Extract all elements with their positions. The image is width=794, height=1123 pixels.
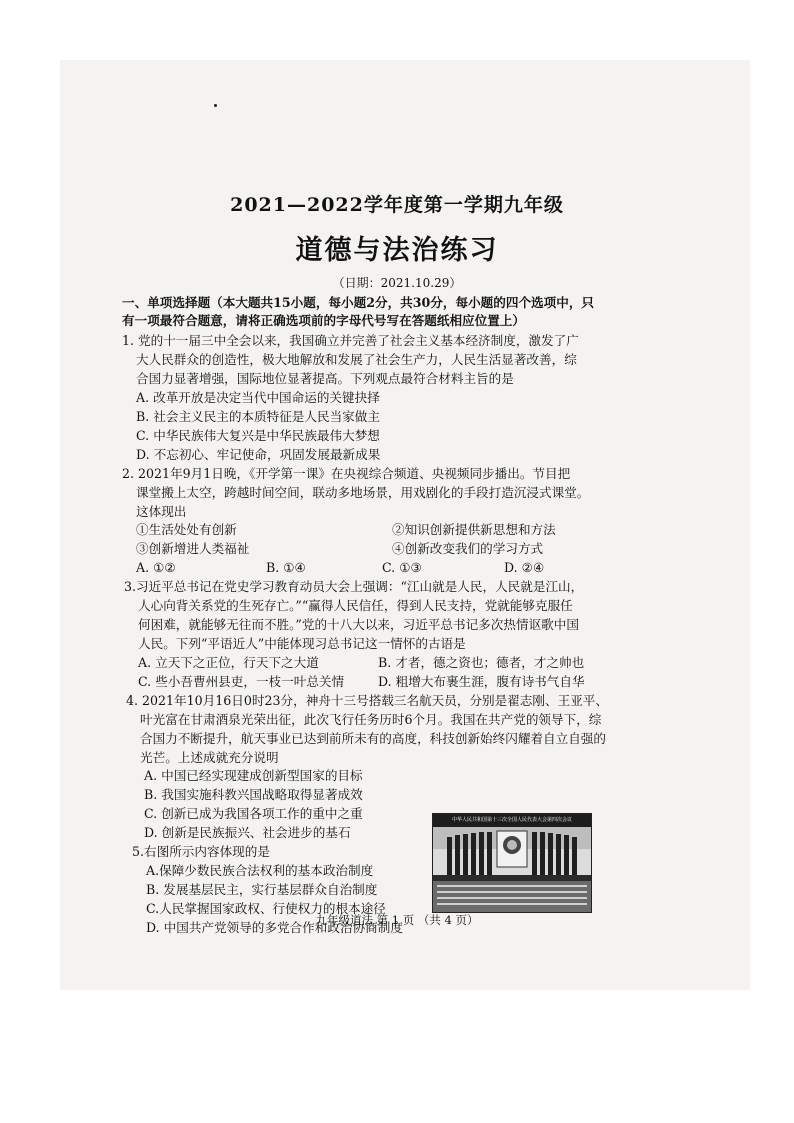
q2-stem-2: 课堂搬上太空，跨越时间空间，联动多地场景，用戏剧化的手段打造沉浸式课堂。 <box>136 485 590 500</box>
q1-stem-2: 大人民群众的创造性，极大地解放和发展了社会生产力，人民生活显著改善，综 <box>136 352 577 367</box>
q2-choice-a: A. ①② <box>136 560 176 575</box>
q1-option-a: A. 改革开放是决定当代中国命运的关键抉择 <box>136 390 380 405</box>
q4-stem-4: 光芒。上述成就充分说明 <box>140 750 279 765</box>
q4-option-b: B. 我国实施科教兴国战略取得显著成效 <box>144 787 363 802</box>
q3-stem-2: 人心向背关系党的生死存亡。”“赢得人民信任，得到人民支持，党就能够克服任 <box>138 598 573 613</box>
photo-banner: 中华人民共和国第十三次全国人民代表大会第四次会议 <box>433 814 591 827</box>
section-title: 一、单项选择题 <box>122 295 211 310</box>
q1-stem-1: 1. 党的十一届三中全会以来，我国确立并完善了社会主义基本经济制度，激发了广 <box>122 333 579 348</box>
q4-stem-3: 合国力不断提升，航天事业已达到前所未有的高度，科技创新始终闪耀着自立自强的 <box>140 731 606 746</box>
q2-item-1: ①生活处处有创新 <box>136 522 237 537</box>
q1-option-c: C. 中华民族伟大复兴是中华民族最伟大梦想 <box>136 428 380 443</box>
q4-stem-2: 叶光富在甘肃酒泉光荣出征，此次飞行任务历时6个月。我国在共产党的领导下，综 <box>140 712 602 727</box>
q1-stem-3: 合国力显著增强，国际地位显著提高。下列观点最符合材料主旨的是 <box>136 371 514 386</box>
q1-option-b: B. 社会主义民主的本质特征是人民当家做主 <box>136 409 380 424</box>
q3-stem-3: 何困难，就能够无往而不胜。”党的十八大以来，习近平总书记多次热情讴歌中国 <box>138 617 579 632</box>
q3-stem-4: 人民。下列“平语近人”中能体现习总书记这一情怀的古语是 <box>138 636 466 651</box>
q3-option-b: B. 才者，德之资也；德者，才之帅也 <box>378 655 585 670</box>
q2-stem-3: 这体现出 <box>136 504 187 519</box>
q3-option-c: C. 些小吾曹州县吏，一枝一叶总关情 <box>138 674 345 689</box>
page-footer: 九年级道法 第 1 页 （共 4 页） <box>315 913 479 927</box>
q4-option-a: A. 中国已经实现建成创新型国家的目标 <box>144 768 363 783</box>
q2-stem-1: 2. 2021年9月1日晚，《开学第一课》在央视综合频道、央视频同步播出。节目把 <box>122 466 571 481</box>
meeting-hall-illustration <box>433 827 591 912</box>
q5-option-d: D. 中国共产党领导的多党合作和政治协商制度 <box>146 920 403 935</box>
speck <box>214 104 217 107</box>
exam-title-subject: 道德与法治练习 <box>295 235 499 266</box>
q5-option-b: B. 发展基层民主，实行基层群众自治制度 <box>146 882 378 897</box>
section-heading-line <box>122 294 594 312</box>
exam-date: （日期：2021.10.29） <box>332 276 462 290</box>
q3-stem-1: 3.习近平总书记在党史学习教育动员大会上强调：“江山就是人民，人民就是江山， <box>124 579 584 594</box>
q2-choice-b: B. ①④ <box>266 560 306 575</box>
q2-item-3: ③创新增进人类福祉 <box>136 541 250 556</box>
q3-option-d: D. 粗增大布裹生涯，腹有诗书气自华 <box>378 674 585 689</box>
q2-choice-c: C. ①③ <box>382 560 422 575</box>
q4-option-d: D. 创新是民族振兴、社会进步的基石 <box>144 825 351 840</box>
q2-item-2: ②知识创新提供新思想和方法 <box>392 522 556 537</box>
q1-option-d: D. 不忘初心、牢记使命，巩固发展最新成果 <box>136 447 381 462</box>
section-intro-2: 有一项最符合题意，请将正确选项前的字母代号写在答题纸相应位置上） <box>122 313 525 328</box>
q4-stem-1: 4. 2021年10月16日0时23分，神舟十三号搭载三名航天员，分别是翟志刚、王亚平、 <box>126 693 608 708</box>
q2-choice-d: D. ②④ <box>504 560 545 575</box>
q3-option-a: A. 立天下之正位，行天下之大道 <box>138 655 319 670</box>
q5-option-a: A.保障少数民族合法权利的基本政治制度 <box>146 863 374 878</box>
q5-stem: 5.右图所示内容体现的是 <box>132 844 270 859</box>
q5-option-c: C.人民掌握国家政权、行使权力的根本途径 <box>146 901 386 916</box>
q4-option-c: C. 创新已成为我国各项工作的重中之重 <box>144 806 363 821</box>
npc-meeting-photo <box>432 813 592 913</box>
q2-item-4: ④创新改变我们的学习方式 <box>392 541 544 556</box>
section-intro-1: （本大题共15小题，每小题2分，共30分，每小题的四个选项中，只 <box>210 295 595 310</box>
exam-title-year: 2021—2022学年度第一学期九年级 <box>230 194 564 216</box>
